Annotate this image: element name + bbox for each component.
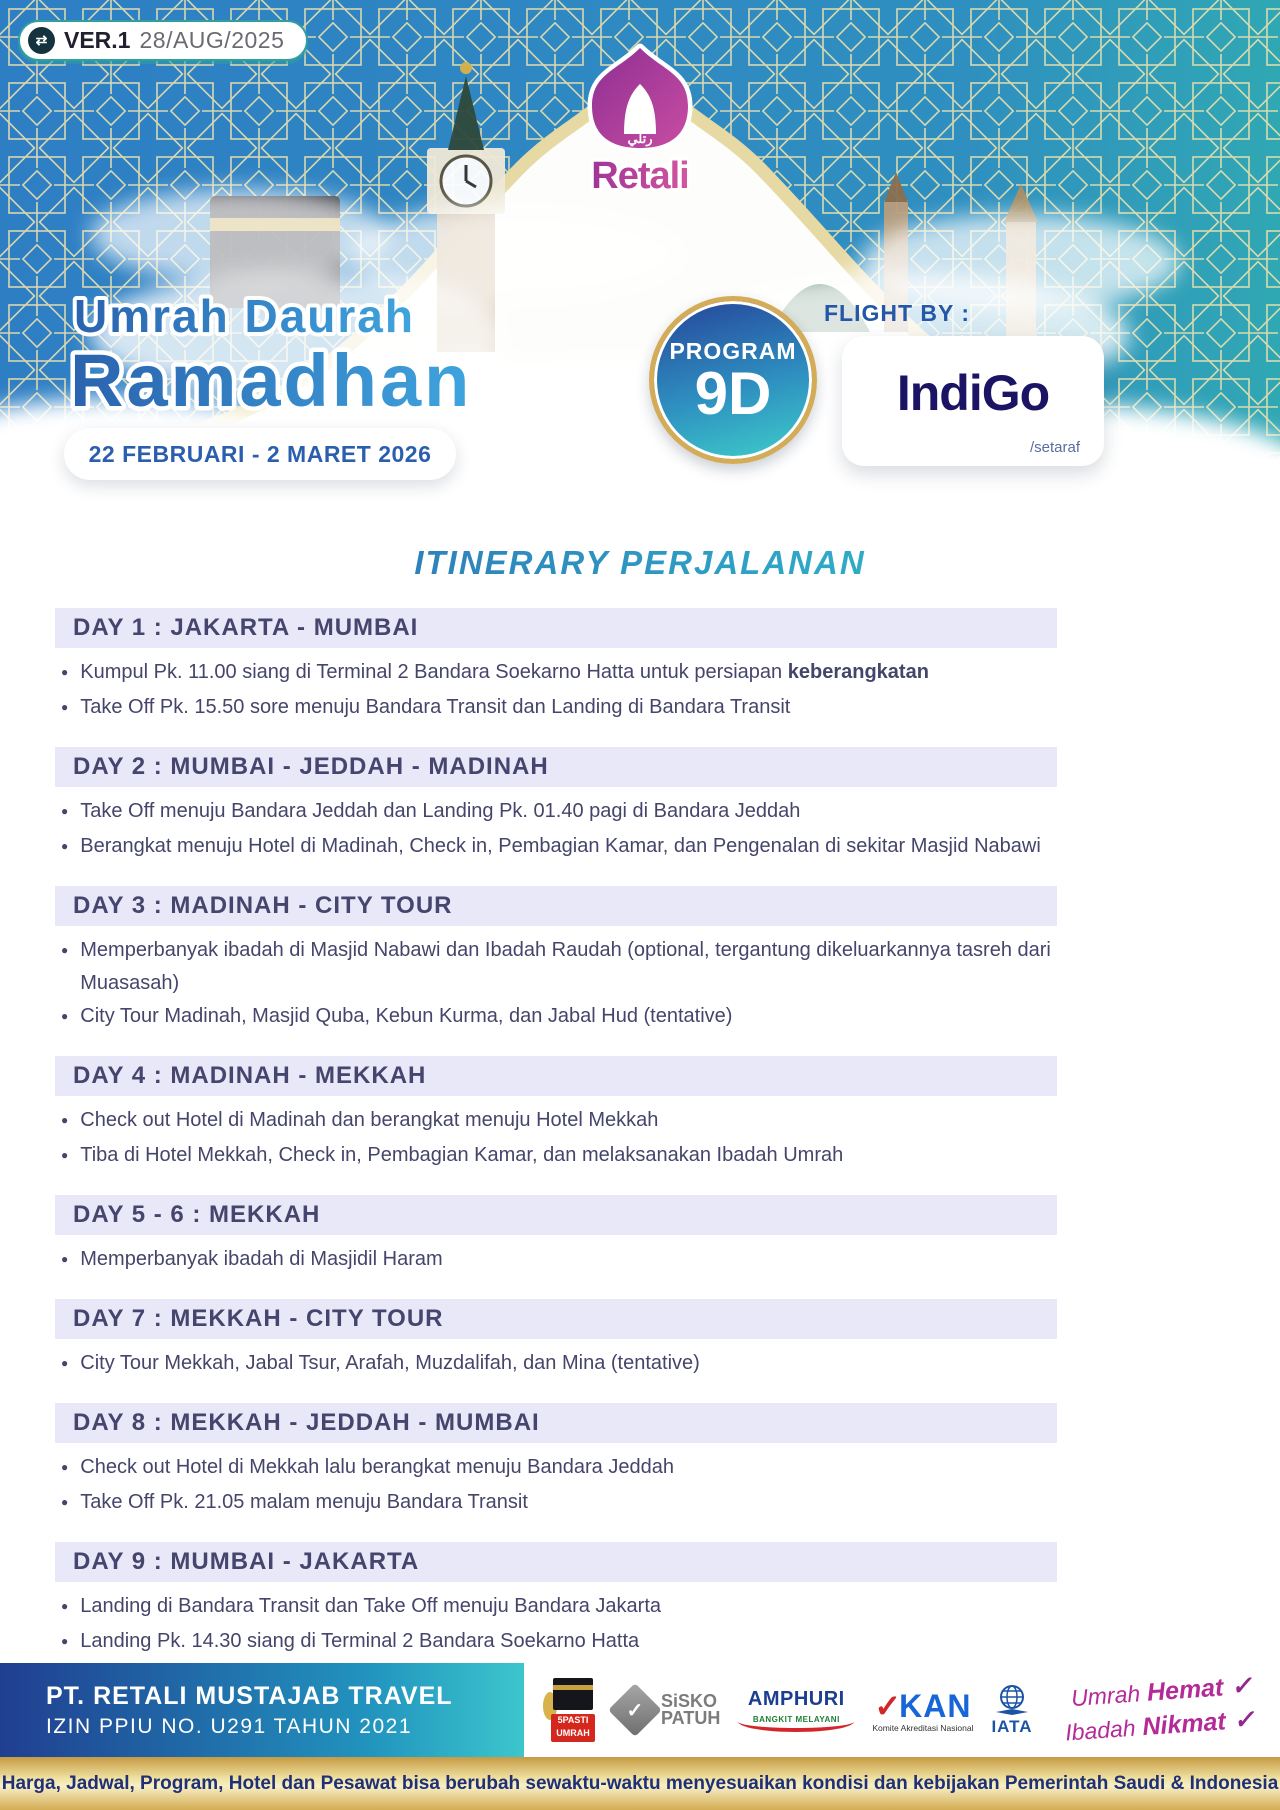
company-name: PT. RETALI MUSTAJAB TRAVEL (46, 1681, 453, 1710)
company-block (0, 1663, 524, 1757)
item-text: Check out Hotel di Madinah dan berangkat menuju Hotel Mekkah (80, 1109, 659, 1131)
bullet-dot: ● (61, 839, 69, 853)
day-section (55, 1056, 1057, 1174)
logo-5pasti-umrah (548, 1676, 598, 1744)
day-header: DAY 5 - 6 : MEKKAH (55, 1195, 1057, 1235)
check-diamond-icon: ✓ (608, 1683, 662, 1737)
itinerary-item (55, 830, 1057, 865)
itinerary-item (55, 1486, 1057, 1521)
indigo-logo-card (842, 336, 1104, 466)
itinerary-item (55, 1000, 1057, 1035)
kan-name: KAN (899, 1688, 972, 1724)
itinerary-item (55, 1451, 1057, 1486)
logo-5pasti-line2: UMRAH (556, 1728, 590, 1738)
kan-check-icon: ✓ (874, 1688, 902, 1724)
logo-sisko-line1: SiSKO (661, 1690, 718, 1711)
bullet-dot: ● (61, 1634, 69, 1648)
day-header: DAY 8 : MEKKAH - JEDDAH - MUMBAI (55, 1403, 1057, 1443)
bullet-dot: ● (61, 700, 69, 714)
item-text: Memperbanyak ibadah di Masjidil Haram (80, 1248, 443, 1270)
retali-logo-wordmark: Retali (591, 155, 689, 197)
bullet-dot: ● (61, 1495, 69, 1509)
item-text: Landing Pk. 14.30 siang di Terminal 2 Bandara Soekarno Hatta (80, 1630, 640, 1652)
check-icon: ✓ (1232, 1705, 1256, 1735)
day-section (55, 1195, 1057, 1278)
item-text: Berangkat menuju Hotel di Madinah, Check in, Pembagian Kamar, dan Pengenalan di sekitar Masjid Nabawi (80, 835, 1041, 857)
indigo-wordmark: IndiGo (896, 365, 1050, 421)
itinerary-item (55, 1625, 1057, 1660)
tagline-word: Ibadah (1064, 1714, 1137, 1746)
tagline-word-bold: Hemat (1146, 1673, 1225, 1707)
tagline (1062, 1670, 1256, 1751)
day-section (55, 1403, 1057, 1521)
tagline-word-bold: Nikmat (1141, 1707, 1227, 1742)
trip-date-badge (64, 428, 456, 480)
day-header: DAY 2 : MUMBAI - JEDDAH - MADINAH (55, 747, 1057, 787)
item-text: Kumpul Pk. 11.00 siang di Terminal 2 Bandara Soekarno Hatta untuk persiapan keberangkatan (80, 661, 929, 683)
bullet-dot: ● (61, 804, 69, 818)
bullet-dot: ● (61, 1148, 69, 1162)
iata-name: IATA (991, 1716, 1033, 1736)
indigo-note: /setaraf (1029, 439, 1080, 456)
itinerary-item (55, 934, 1057, 1000)
trip-title-line2: Ramadhan (70, 339, 473, 422)
day-section (55, 1299, 1057, 1382)
item-text: Take Off menuju Bandara Jeddah dan Landing Pk. 01.40 pagi di Bandara Jeddah (80, 800, 801, 822)
logo-sisko-line2: PATUH (661, 1708, 721, 1728)
kaaba-band (553, 1685, 593, 1690)
amphuri-tagline: BANGKIT MELAYANI (752, 1715, 840, 1724)
trip-date-text: 22 FEBRUARI - 2 MARET 2026 (88, 440, 432, 467)
flight-by-label: FLIGHT BY : (824, 300, 971, 326)
amphuri-name: AMPHURI (747, 1688, 845, 1710)
day-header: DAY 1 : JAKARTA - MUMBAI (55, 608, 1057, 648)
amphuri-swoosh (738, 1711, 854, 1732)
item-text-bold: keberangkatan (787, 661, 929, 683)
item-text: Landing di Bandara Transit dan Take Off menuju Bandara Jakarta (80, 1595, 662, 1617)
version-date: 28/AUG/2025 (139, 27, 285, 53)
itinerary-item (55, 1243, 1057, 1278)
bullet-dot: ● (61, 1252, 69, 1266)
days-container (55, 608, 1057, 1695)
itinerary-heading: ITINERARY PERJALANAN (0, 544, 1280, 582)
item-text: Memperbanyak ibadah di Masjid Nabawi dan Ibadah Raudah (optional, tergantung dikeluarkannya tasreh dari Muasasah) (80, 939, 1051, 994)
hero (0, 0, 1280, 500)
trip-title (52, 238, 612, 428)
disclaimer-text: Harga, Jadwal, Program, Hotel dan Pesawat bisa berubah sewaktu-waktu menyesuaikan kondisi dan kebijakan Pemerintah Saudi & Indonesia (1, 1772, 1279, 1794)
item-text: Take Off Pk. 15.50 sore menuju Bandara Transit dan Landing di Bandara Transit (80, 696, 791, 718)
tagline-word: Umrah (1070, 1680, 1142, 1712)
day-header: DAY 3 : MADINAH - CITY TOUR (55, 886, 1057, 926)
kaaba-icon (553, 1678, 593, 1710)
kan-subtitle: Komite Akreditasi Nasional (872, 1723, 974, 1733)
item-text: Take Off Pk. 21.05 malam menuju Bandara Transit (80, 1491, 528, 1513)
sync-icon: ⇄ (28, 27, 55, 54)
day-section (55, 886, 1057, 1035)
bullet-dot: ● (61, 1599, 69, 1613)
logo-amphuri (738, 1688, 854, 1732)
program-label: PROGRAM (669, 338, 797, 364)
itinerary-item (55, 795, 1057, 830)
check-icon: ✓ (1230, 1671, 1254, 1701)
itinerary-item (55, 1590, 1057, 1625)
program-badge (649, 296, 817, 464)
bullet-dot: ● (61, 1009, 69, 1023)
logo-siskopatuh (616, 1691, 720, 1729)
retali-logo-mark (592, 48, 688, 148)
bullet-dot: ● (61, 1356, 69, 1370)
iata-globe-icon (994, 1684, 1030, 1718)
retali-logo (558, 42, 722, 210)
itinerary-item (55, 1347, 1057, 1382)
item-text: Tiba di Hotel Mekkah, Check in, Pembagian Kamar, dan melaksanakan Ibadah Umrah (80, 1144, 844, 1166)
itinerary-item (55, 656, 1057, 691)
day-header: DAY 4 : MADINAH - MEKKAH (55, 1056, 1057, 1096)
retali-logo-arabic: رتلي (627, 131, 653, 146)
item-text: Check out Hotel di Mekkah lalu berangkat menuju Bandara Jeddah (80, 1456, 674, 1478)
day-header: DAY 9 : MUMBAI - JAKARTA (55, 1542, 1057, 1582)
program-value: 9D (694, 360, 772, 427)
version-badge (18, 20, 308, 61)
item-text: City Tour Mekkah, Jabal Tsur, Arafah, Muzdalifah, dan Mina (tentative) (80, 1352, 700, 1374)
day-section (55, 608, 1057, 726)
disclaimer-bar (0, 1757, 1280, 1810)
certification-logos (548, 1663, 1033, 1757)
logo-5pasti-text (551, 1714, 595, 1742)
day-section (55, 747, 1057, 865)
footer (0, 1663, 1280, 1757)
bullet-dot: ● (61, 665, 69, 679)
bullet-dot: ● (61, 1460, 69, 1474)
trip-title-line1: Umrah Daurah (74, 290, 415, 342)
item-text: City Tour Madinah, Masjid Quba, Kebun Kurma, dan Jabal Hud (tentative) (80, 1005, 733, 1027)
version-label: VER.1 (64, 27, 131, 53)
logo-sisko-text (661, 1690, 721, 1728)
bullet-dot: ● (61, 1113, 69, 1127)
day-header: DAY 7 : MEKKAH - CITY TOUR (55, 1299, 1057, 1339)
itinerary-item (55, 1139, 1057, 1174)
logo-iata (991, 1684, 1032, 1737)
logo-kan (872, 1687, 973, 1733)
itinerary-item (55, 1104, 1057, 1139)
itinerary-item (55, 691, 1057, 726)
bullet-dot: ● (61, 943, 69, 957)
company-license: IZIN PPIU NO. U291 TAHUN 2021 (46, 1714, 412, 1738)
logo-5pasti-line1: 5PASTI (557, 1715, 589, 1725)
